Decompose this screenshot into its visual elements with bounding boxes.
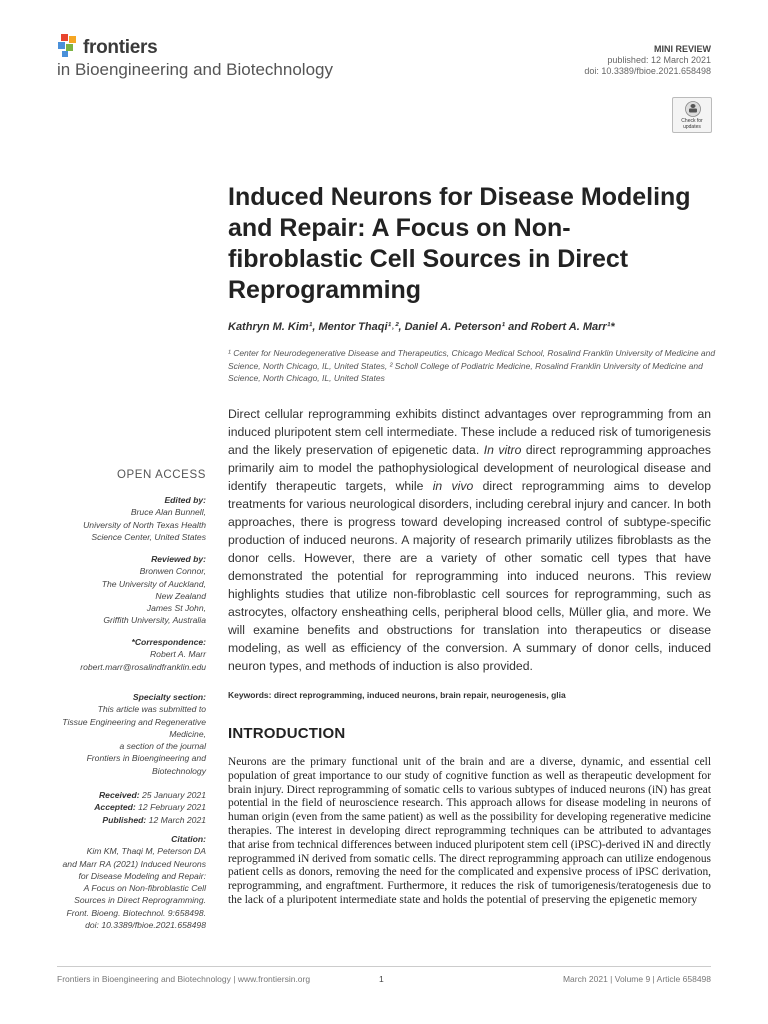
article-type: MINI REVIEW (653, 44, 711, 54)
authors: Kathryn M. Kim¹, Mentor Thaqi¹˒², Daniel A. Peterson¹ and Robert A. Marr¹* (228, 321, 615, 333)
page-number: 1 (379, 974, 384, 984)
abstract-italic-in-vivo: in vivo (432, 479, 474, 493)
edited-by (46, 494, 206, 543)
citation-text: Kim KM, Thaqi M, Peterson DA and Marr RA (2021) Induced Neurons for Disease Modeling and Repair: A Focus on Non-fibroblastic Cell Sources in Direct Reprogramming. Front. Bioeng. Biotechnol. 9:658498. doi: 10.3389/fbioe.2021.658498 (62, 846, 206, 931)
doi-link[interactable]: doi: 10.3389/fbioe.2021.658498 (584, 66, 711, 76)
citation-label: Citation: (171, 834, 206, 844)
keywords-label: Keywords: (228, 690, 272, 700)
reviewers: Bronwen Connor, The University of Auckland, New Zealand James St John, Griffith University, Australia (101, 566, 206, 626)
reviewed-by-label: Reviewed by: (151, 554, 206, 564)
correspondence-contact[interactable]: Robert A. Marr robert.marr@rosalindfranklin.edu (80, 649, 206, 672)
abstract-part-2: direct reprogramming approaches primarily aim to model the pathophysiological development of neurological disease and identify therapeutic targets, while (228, 443, 711, 493)
specialty-text: This article was submitted to Tissue Engineering and Regenerative Medicine, a section of the journal Frontiers in Bioengineering and Biotechnology (62, 704, 206, 776)
frontiers-logo-icon (57, 33, 79, 59)
edited-by-label: Edited by: (164, 495, 206, 505)
abstract-italic-in-vitro: In vitro (483, 443, 522, 457)
published-date: published: 12 March 2021 (607, 55, 711, 65)
specialty-section (46, 691, 206, 777)
citation (46, 833, 206, 931)
received-label: Received: (98, 790, 140, 800)
check-updates-label: Check for updates (681, 118, 703, 130)
section-title: INTRODUCTION (228, 725, 346, 742)
abstract-part-1: Direct cellular reprogramming exhibits distinct advantages over reprogramming from an induced pluripotent stem cell intermediate. These include a reduced risk of tumorigenesis and the likely preservation of epigenetic data. (228, 407, 711, 457)
accepted-label: Accepted: (94, 802, 136, 813)
check-updates-icon (685, 101, 701, 117)
published-sidebar-date: 12 March 2021 (148, 814, 206, 825)
brand-name: frontiers (83, 37, 158, 58)
open-access-label: OPEN ACCESS (116, 469, 206, 481)
received-date: 25 January 2021 (141, 790, 206, 800)
correspondence-label: *Correspondence: (131, 637, 206, 647)
article-meta (584, 44, 711, 77)
published-label: Published: (102, 814, 147, 825)
footer-divider (57, 966, 711, 967)
editor: Bruce Alan Bunnell, University of North Texas Health Science Center, United States (83, 507, 206, 542)
introduction-text: Neurons are the primary functional unit of the brain and are a diverse, dynamic, and essential cell population of great importance to our study of cognitive function as well as therapeutic development for brain injury. Direct reprogramming of somatic cells to various subtypes of induced neurons (iN) has great potential in the field of neuroscience research. This approach allows for disease modeling in neurons of human origin (even from the same patient) as well as the possibility for developing regenerative medicine therapies. The interest in developing direct reprogramming techniques can be attributed to advantages that arise from technical differences between induced pluripotent stem cell (iPSC)-derived iN and directly reprogrammed iN derived from somatic cells. The direct reprogramming approach can utilize endogenous patient cells as donors, removing the need for the complicated and expensive process of iPSC derivation, reprogramming, and engraftment. Furthermore, it reduces the risk of tumorigenesis/teratogenesis due to the lack of a pluripotent intermediate state and holds the potential of preserving the epigenetic memory (228, 756, 711, 906)
keywords-list: direct reprogramming, induced neurons, brain repair, neurogenesis, glia (273, 690, 566, 700)
abstract (228, 405, 711, 675)
article-title: Induced Neurons for Disease Modeling and Repair: A Focus on Non-fibroblastic Cell Sources in Direct Reprogramming (228, 183, 691, 304)
abstract-part-3: direct reprogramming aims to develop treatments for various neurological disorders, including cerebral injury and cancer. In both approaches, there is progress toward developing increased control of subtype-specific production of induced neurons. A majority of research primarily utilizes fibroblasts as the donor cells. However, there are a variety of other somatic cell types that have demonstrated the potential for reprogramming into induced neurons. This review highlights studies that utilize non-fibroblastic cell sources for reprogramming, such as astrocytes, olfactory ensheathing cells, peripheral blood cells, Müller glia, and more. We will examine benefits and obstructions for translation into therapeutics or disease modeling, as well as efficiency of the conversion. A summary of donor cells, induced neuron types, and methods of induction is also provided. (228, 479, 711, 673)
reviewed-by (46, 553, 206, 627)
specialty-label: Specialty section: (132, 692, 206, 702)
footer-issue-info: March 2021 | Volume 9 | Article 658498 (562, 974, 711, 984)
affiliations: ¹ Center for Neurodegenerative Disease and Therapeutics, Chicago Medical School, Rosalind Franklin University of Medicine and Science, North Chicago, IL, United States, ² Scholl College of Podiatric Medicine, Rosalind Franklin University of Medicine and Science, North Chicago, IL, United States (228, 348, 716, 383)
keywords (228, 690, 711, 700)
correspondence (46, 636, 206, 673)
accepted-date: 12 February 2021 (138, 802, 206, 813)
check-for-updates-button[interactable] (672, 97, 712, 133)
article-dates (46, 789, 206, 826)
footer-journal-link[interactable]: Frontiers in Bioengineering and Biotechnology | www.frontiersin.org (57, 974, 311, 984)
journal-name: in Bioengineering and Biotechnology (57, 60, 333, 79)
